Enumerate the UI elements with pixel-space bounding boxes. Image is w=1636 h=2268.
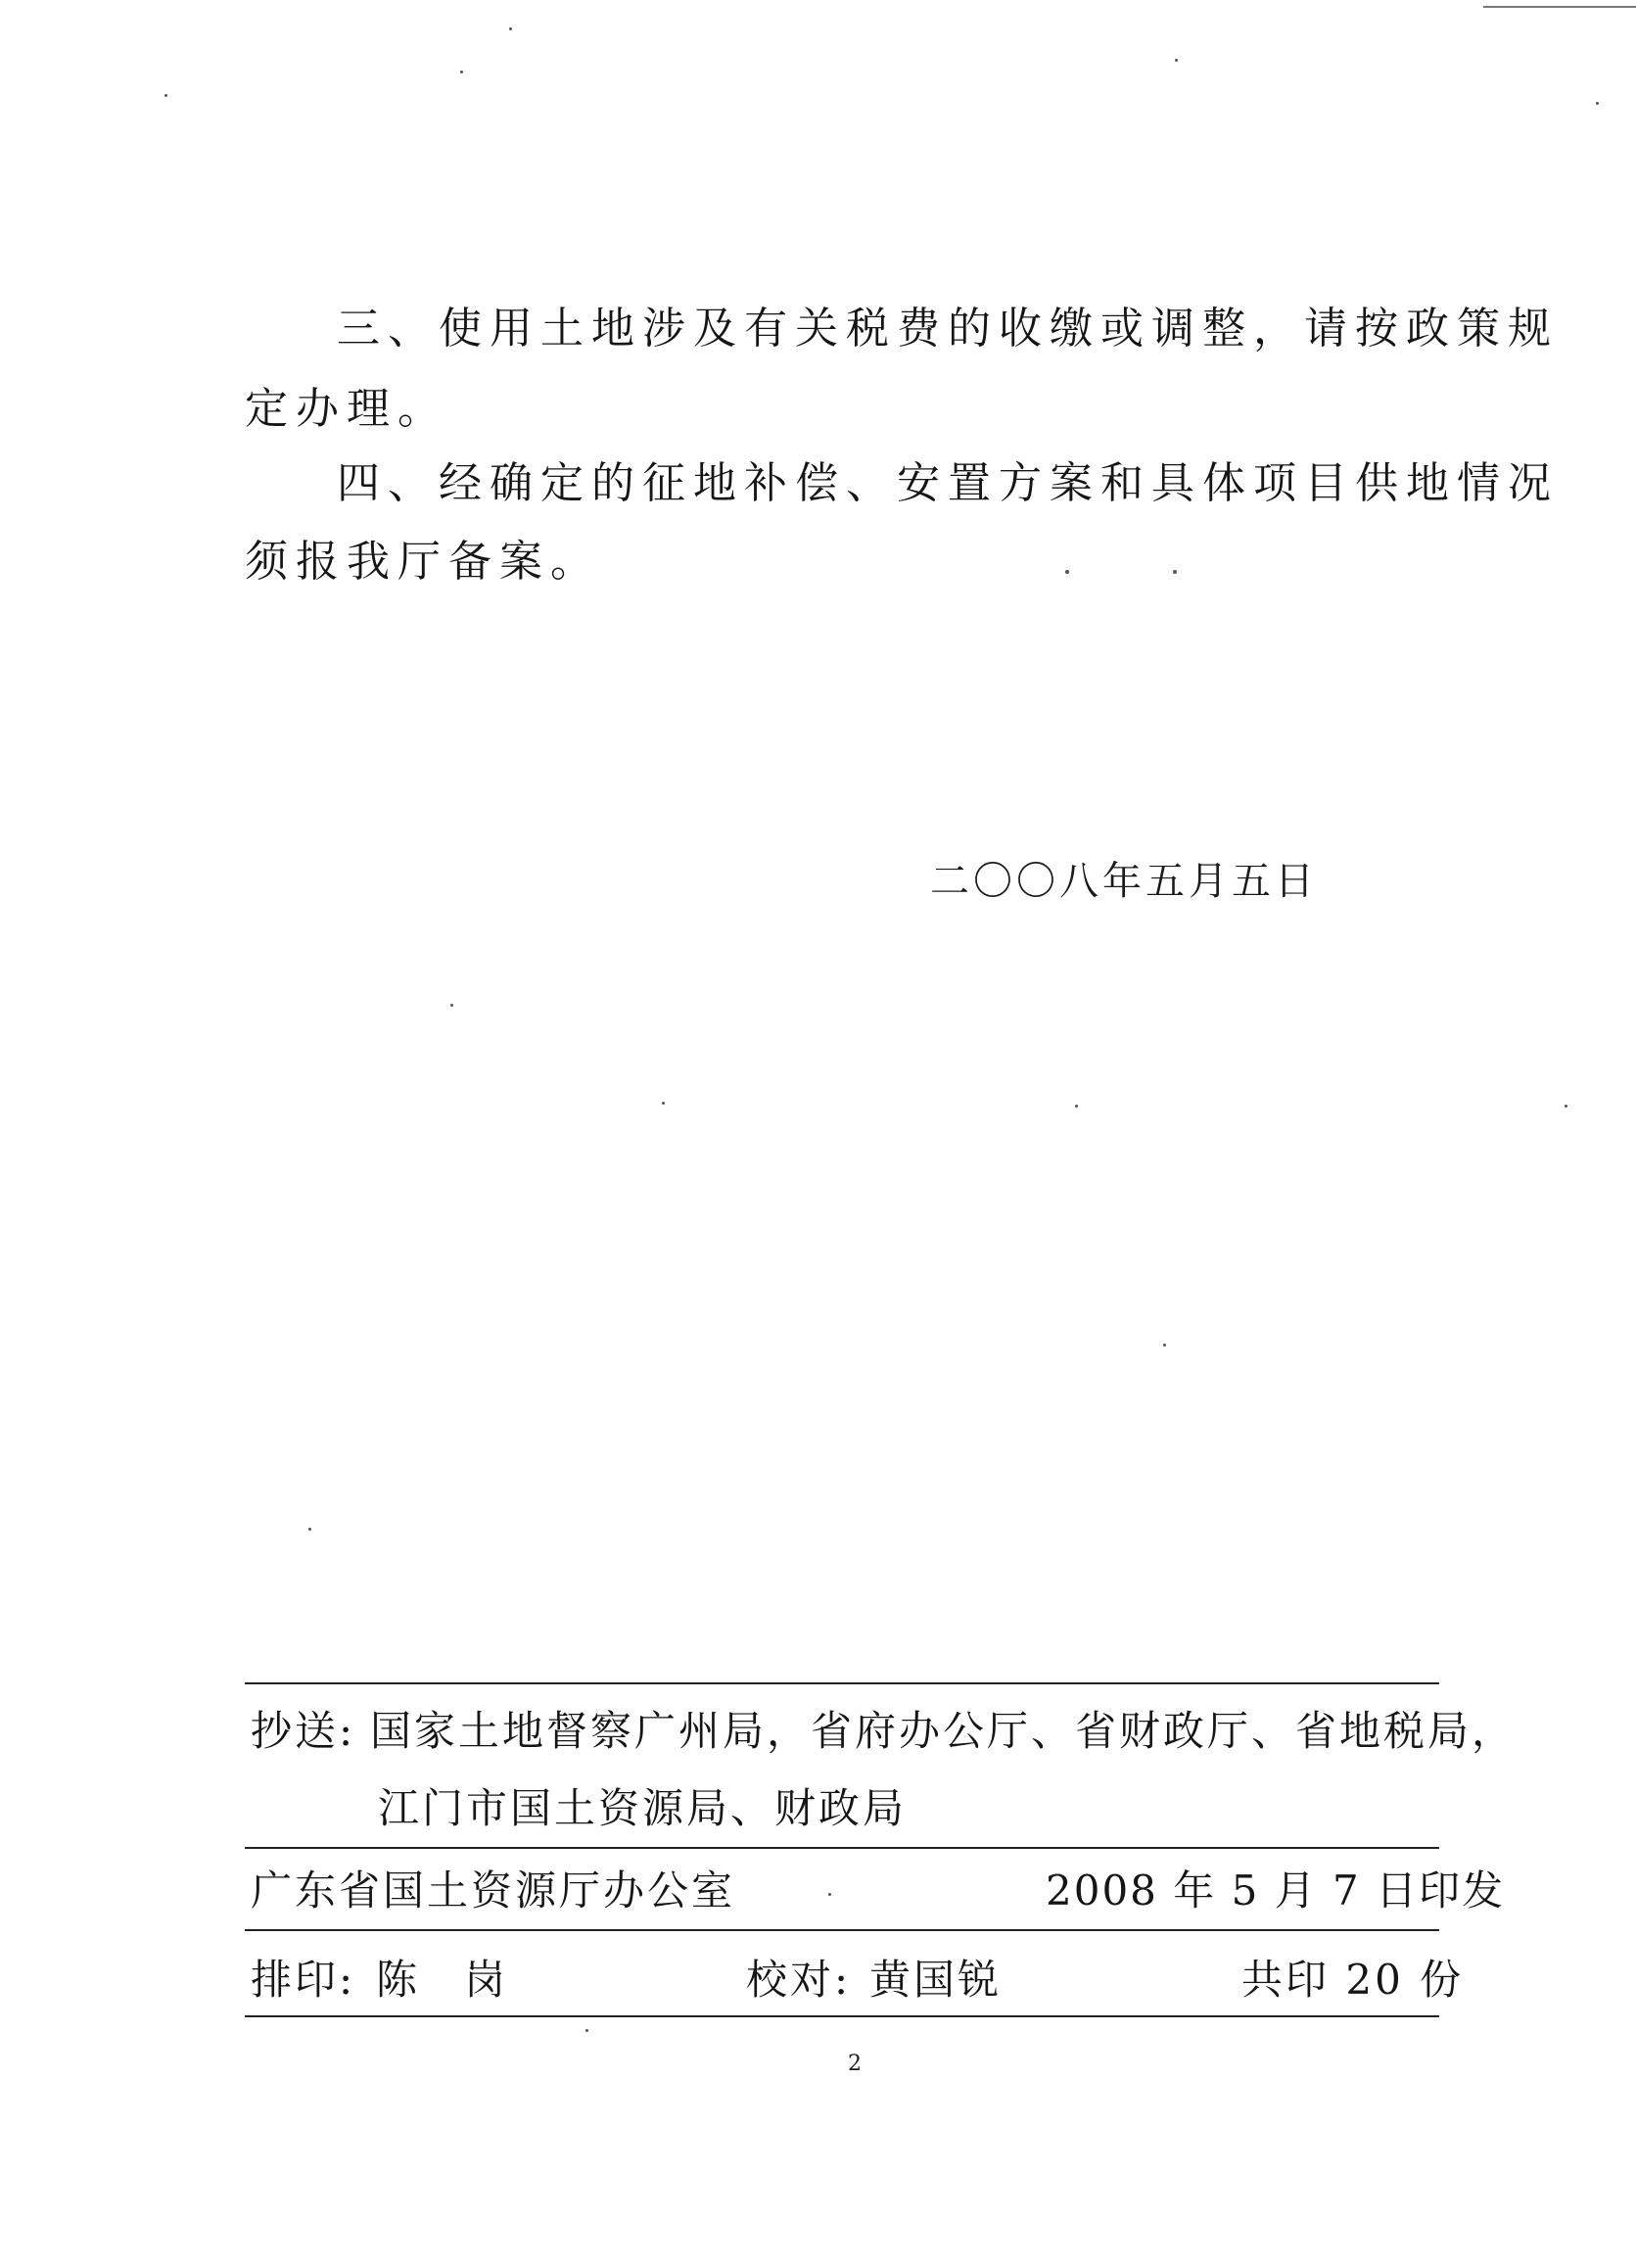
scan-speck [1075, 1105, 1078, 1108]
footer-rule-bottom [245, 2015, 1439, 2017]
scan-speck [1173, 570, 1177, 574]
footer-rule-top [245, 1682, 1439, 1684]
typeset-label: 排印: [251, 1956, 356, 2004]
proofread-name: 黄国锐 [869, 1956, 1003, 2004]
item-4-line-1: 四、经确定的征地补偿、安置方案和具体项目供地情况 [337, 458, 1559, 508]
scan-edge-line [1483, 6, 1636, 8]
item-4-line-2: 须报我厅备案。 [245, 537, 601, 587]
issuer: 广东省国土资源厅办公室 [251, 1866, 736, 1914]
cc-recipients-line-1: 国家土地督察广州局，省府办公厅、省财政厅、省地税局， [370, 1707, 1517, 1755]
cc-recipients-line-2: 江门市国土资源局、财政局 [378, 1784, 908, 1832]
copies-count: 共印 20 份 [1241, 1956, 1465, 2004]
item-3-line-1: 三、使用土地涉及有关税费的收缴或调整，请按政策规 [337, 304, 1559, 354]
footer-rule-middle [245, 1847, 1439, 1849]
scan-speck [1565, 1105, 1567, 1108]
proofread-label: 校对: [746, 1956, 852, 2004]
scan-speck [509, 27, 512, 30]
scan-speck [460, 71, 463, 73]
scan-speck [308, 1528, 311, 1531]
scan-speck [1065, 570, 1069, 574]
issue-date: 2008 年 5 月 7 日印发 [1046, 1866, 1506, 1914]
cc-label: 抄送: [251, 1707, 356, 1755]
scan-speck [1596, 102, 1599, 105]
scan-speck [164, 94, 167, 97]
scan-speck [450, 1004, 453, 1007]
scan-speck [1175, 59, 1178, 62]
document-date: 二〇〇八年五月五日 [930, 859, 1318, 904]
item-3-line-2: 定办理。 [245, 384, 448, 434]
footer-rule-lower [245, 1929, 1439, 1931]
scan-speck [585, 2029, 588, 2032]
scan-speck [828, 1893, 831, 1896]
page-number: 2 [848, 2052, 862, 2076]
typeset-name: 陈 岗 [376, 1956, 509, 2004]
scan-speck [1163, 1344, 1166, 1347]
scan-speck [662, 1102, 665, 1105]
